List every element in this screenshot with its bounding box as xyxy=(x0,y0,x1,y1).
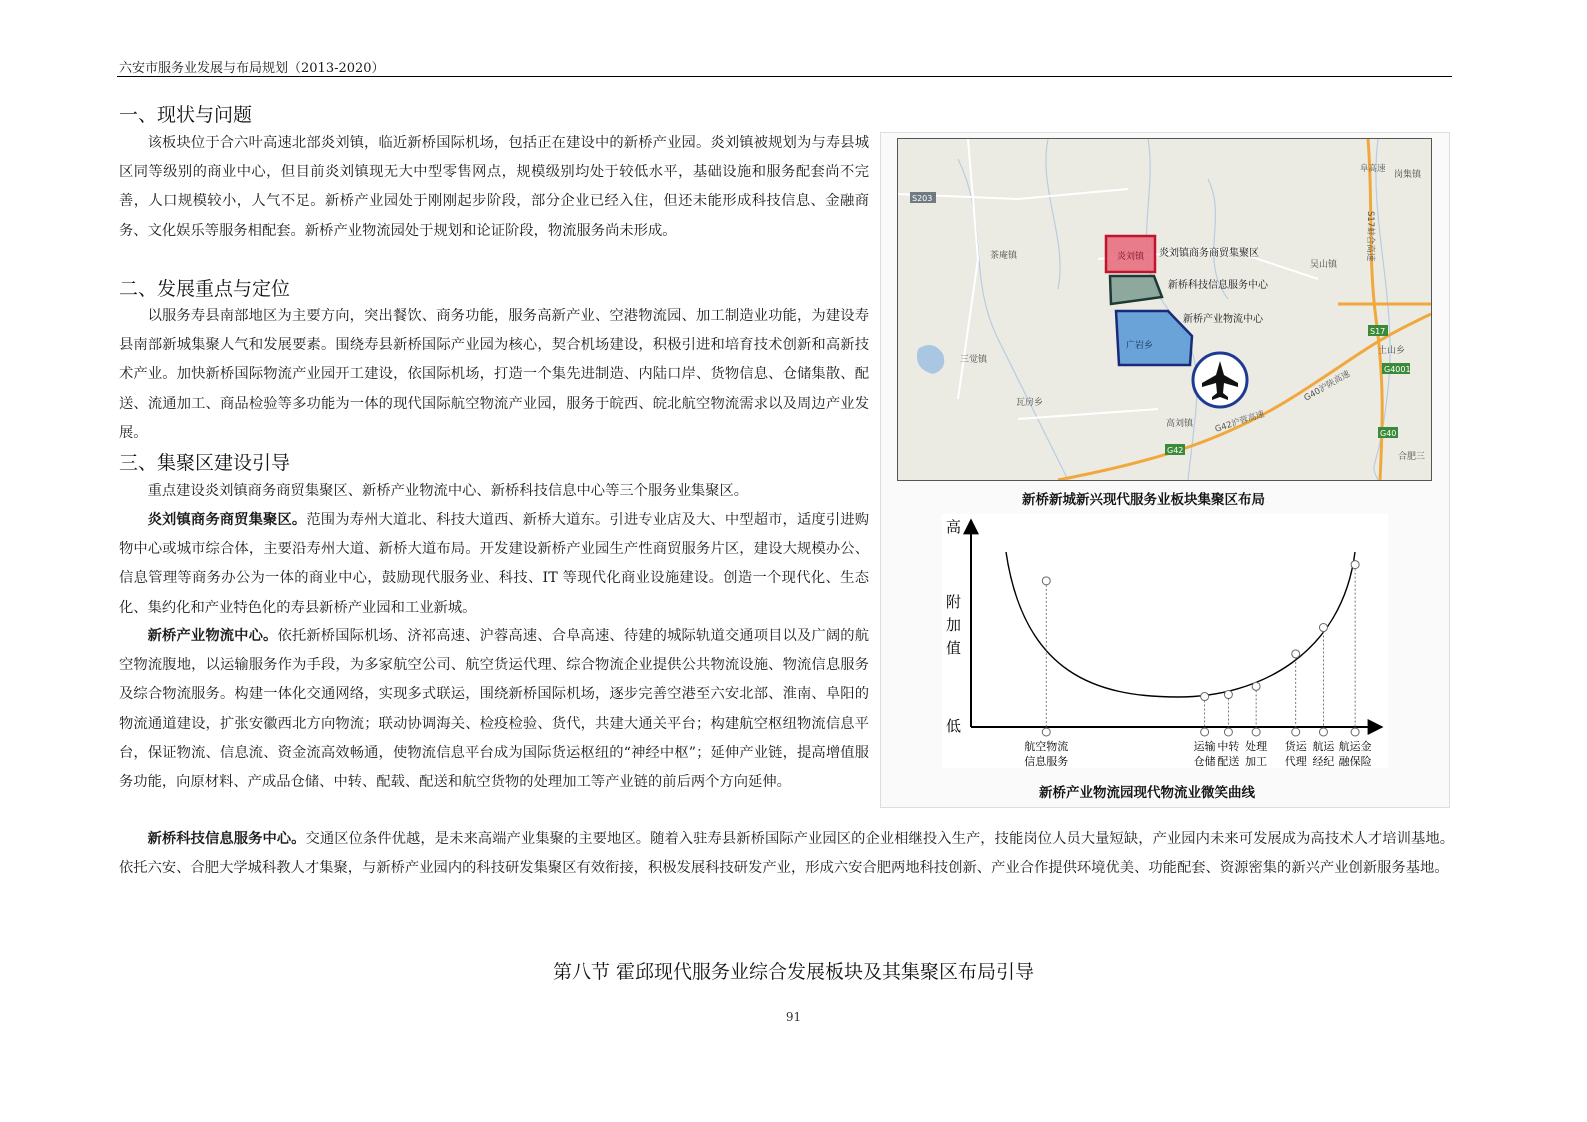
axis-point xyxy=(1351,728,1359,736)
running-header: 六安市服务业发展与布局规划（2013-2020） xyxy=(119,61,385,76)
town-gaoliu: 高刘镇 xyxy=(1166,419,1194,429)
y-label-char: 附 xyxy=(946,593,962,611)
axis-point xyxy=(1042,728,1050,736)
tick-label: 信息服务 xyxy=(1024,755,1069,768)
zone-logistics-inner-label: 广岩乡 xyxy=(1126,341,1154,351)
tick-label: 经纪 xyxy=(1312,755,1335,768)
town-chaan: 茶庵镇 xyxy=(990,251,1018,261)
tick-label: 融保险 xyxy=(1338,755,1372,768)
curve-point xyxy=(1292,650,1300,658)
axis-point xyxy=(1201,728,1209,736)
town-hefei: 合肥三 xyxy=(1398,452,1426,462)
road-shield-s17: S17 xyxy=(1370,327,1386,336)
road-label-g42: G42沪蓉高速 xyxy=(1213,409,1266,435)
section-title: 第八节 霍邱现代服务业综合发展板块及其集聚区布局引导 xyxy=(552,961,1035,983)
tick-label: 仓储 xyxy=(1193,755,1216,768)
section-3-intro: 重点建设炎刘镇商务商贸集聚区、新桥产业物流中心、新桥科技信息中心等三个服务业集聚区。 xyxy=(147,483,749,499)
tick-label: 处理 xyxy=(1245,740,1268,753)
axis-point xyxy=(1224,728,1232,736)
zone-label-logistics: 新桥产业物流中心 xyxy=(1183,314,1263,325)
curve-point xyxy=(1252,682,1260,690)
y-label-char: 加 xyxy=(946,616,962,634)
curve-point xyxy=(1351,561,1359,569)
tech-body: 交通区位条件优越，是未来高端产业集聚的主要地区。随着入驻寿县新桥国际产业园区的企业相继投入生产，技能岗位人员大量短缺，产业园内未来可发展成为高技术人才培训基地。依托六安、合肥大学城科教人才集聚，与新桥产业园内的科技研发集聚区有效衔接，积极发展科技研发产业，形成六安合肥两地科技创新、产业合作提供环境优美、功能配套、资源密集的新兴产业创新服务基地。 xyxy=(119,831,1455,877)
page-number: 91 xyxy=(785,1010,802,1024)
axis-point xyxy=(1319,728,1327,736)
map-caption: 新桥新城新兴现代服务业板块集聚区布局 xyxy=(1022,492,1265,508)
tick-label: 代理 xyxy=(1284,755,1307,768)
smile-curve xyxy=(1006,552,1355,697)
curve-point xyxy=(1201,693,1209,701)
logistics-body: 依托新桥国际机场、济祁高速、沪蓉高速、合阜高速、待建的城际轨道交通项目以及广阔的航空物流腹地，以运输服务作为手段，为多家航空公司、航空货运代理、综合物流企业提供公共物流设施、物流信息服务及综合物流服务。构建一体化交通网络，实现多式联运，围绕新桥国际机场，逐步完善空港至六安北部、淮南、阜阳的物流通道建设，扩张安徽西北方向物流；联动协调海关、检疫检验、货代，共建大通关平台；构建航空枢纽物流信息平台，保证物流、信息流、资金流高效畅通，使物流信息平台成为国际货运枢纽的“神经中枢”；延伸产业链，提高增值服务功能，向原材料、产成品仓储、中转、配载、配送和航空货物的处理加工等产业链的前后两个方向延伸。 xyxy=(119,628,870,791)
section-2-paragraph: 以服务寿县南部地区为主要方向，突出餐饮、商务功能，服务高新产业、空港物流园、加工制造业功能，为建设寿县南部新城集聚人气和发展要素。围绕寿县新桥国际产业园为核心，契合机场建设，积极引进和培育技术创新和高新技术产业。加快新桥国际物流产业园开工建设，依国际机场，打造一个集先进制造、内陆口岸、货物信息、仓储集散、配送、流通加工、商品检验等多功能为一体的现代国际航空物流产业园，服务于皖西、皖北航空物流需求以及周边产业发展。 xyxy=(119,308,869,441)
zone-yanliu-inner-label: 炎刘镇 xyxy=(1117,252,1145,262)
section-1-paragraph: 该板块位于合六叶高速北部炎刘镇，临近新桥国际机场，包括正在建设中的新桥产业园。炎刘镇被规划为与寿县城区同等级别的商业中心，但目前炎刘镇现无大中型零售网点，规模级别均处于较低水平，基础设施和服务配套尚不完善，人口规模较小，人气不足。新桥产业园处于刚刚起步阶段，部分企业已经入住，但还未能形成科技信息、金融商务、文化娱乐等服务相配套。新桥产业物流园处于规划和论证阶段，物流服务尚未形成。 xyxy=(119,135,869,239)
curve-point xyxy=(1224,691,1232,699)
logistics-paragraph xyxy=(119,622,869,797)
road-label-fu: 阜高速 xyxy=(1360,164,1386,174)
cluster-map xyxy=(897,138,1432,481)
y-label-low: 低 xyxy=(946,717,962,735)
town-sanjue: 三觉镇 xyxy=(960,355,988,365)
road-shield-g4001: G4001 xyxy=(1384,365,1411,374)
tick-label: 货运 xyxy=(1284,740,1307,753)
tick-label: 航运金 xyxy=(1338,740,1372,753)
y-label-high: 高 xyxy=(946,518,962,536)
tick-label: 运输 xyxy=(1193,740,1216,753)
yanliu-title: 炎刘镇商务商贸集聚区。 xyxy=(147,512,307,528)
smile-curve-chart xyxy=(942,514,1388,768)
zone-label-tech: 新桥科技信息服务中心 xyxy=(1168,280,1268,291)
road-shield-s203: S203 xyxy=(912,194,933,203)
town-tushan: 土山乡 xyxy=(1378,346,1406,356)
town-gangji: 岗集镇 xyxy=(1394,170,1422,180)
tick-label: 配送 xyxy=(1217,755,1240,768)
yanliu-paragraph xyxy=(119,506,869,623)
tick-label: 中转 xyxy=(1217,740,1240,753)
chart-caption: 新桥产业物流园现代物流业微笑曲线 xyxy=(1039,785,1255,801)
section-heading-2: 二、发展重点与定位 xyxy=(119,278,291,300)
road-shield-g40: G40 xyxy=(1380,429,1397,438)
town-wushan: 吴山镇 xyxy=(1310,260,1338,270)
airplane-icon xyxy=(1193,353,1247,407)
axis-point xyxy=(1252,728,1260,736)
tick-label: 航空物流 xyxy=(1024,740,1069,753)
section-heading-1: 一、现状与问题 xyxy=(119,104,253,126)
zone-label-yanliu: 炎刘镇商务商贸集聚区 xyxy=(1159,248,1259,259)
road-shield-g42: G42 xyxy=(1167,446,1184,455)
tech-paragraph xyxy=(119,825,1454,883)
header-rule xyxy=(117,76,1452,77)
y-label-char: 值 xyxy=(946,639,962,657)
town-wafang: 瓦房乡 xyxy=(1016,398,1044,408)
logistics-title: 新桥产业物流中心。 xyxy=(147,628,278,644)
road-label-s17: S17蚌合高速 xyxy=(1365,211,1375,262)
axis-point xyxy=(1292,728,1300,736)
section-heading-3: 三、集聚区建设引导 xyxy=(119,452,291,474)
road-label-g40: G40沪陕高速 xyxy=(1302,369,1353,404)
y-label-value-added xyxy=(946,593,961,657)
tech-title: 新桥科技信息服务中心。 xyxy=(147,831,306,847)
yanliu-body: 范围为寿州大道北、科技大道西、新桥大道东。引进专业店及大、中型超市，适度引进购物中心或城市综合体，主要沿寿州大道、新桥大道布局。开发建设新桥产业园生产性商贸服务片区，建设大规模办公、信息管理等商务办公为一体的商业中心，鼓励现代服务业、科技、IT 等现代化商业设施建设。创造一个现代化、生态化、集约化和产业特色化的寿县新桥产业园和工业新城。 xyxy=(119,512,870,616)
tick-label: 加工 xyxy=(1245,755,1268,768)
tick-label: 航运 xyxy=(1312,740,1335,753)
curve-point xyxy=(1042,577,1050,585)
curve-point xyxy=(1319,624,1327,632)
